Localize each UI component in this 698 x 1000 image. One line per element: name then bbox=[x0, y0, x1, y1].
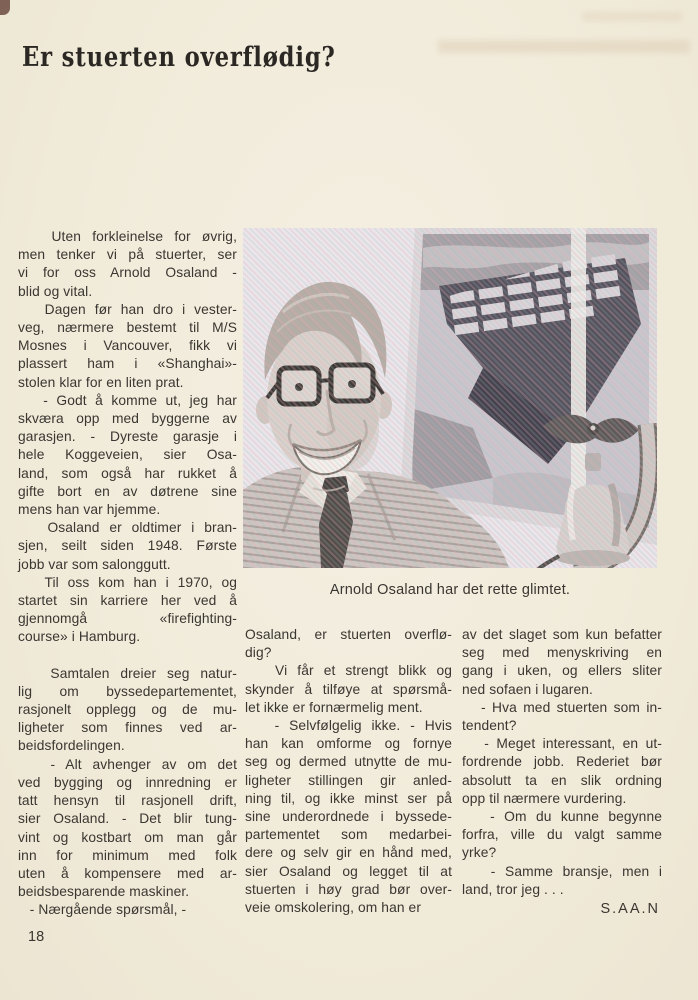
text-line: mens han var hjemme. bbox=[18, 502, 161, 518]
paragraph bbox=[18, 228, 237, 301]
text-line: tatt hensyn til rasjonell drift, bbox=[18, 793, 237, 809]
text-line: stolen klar for en liten prat. bbox=[18, 374, 184, 390]
article-column-left bbox=[18, 228, 237, 920]
text-line: skværa opp med byggerne av bbox=[18, 411, 237, 427]
paragraph bbox=[245, 662, 452, 717]
text-line: Dagen før han dro i vester- bbox=[18, 301, 237, 317]
eye bbox=[295, 383, 303, 391]
text-line: blid og vital. bbox=[18, 283, 93, 299]
text-line: veg, nærmere bestemt til M/S bbox=[18, 320, 237, 336]
paragraph bbox=[462, 626, 662, 699]
paragraph bbox=[18, 574, 237, 647]
page-number: 18 bbox=[28, 929, 45, 945]
paragraph bbox=[18, 756, 237, 902]
text-line: Uten forkleinelse for øvrig, bbox=[18, 229, 237, 244]
text-line: lig om byssedepartementet, bbox=[18, 683, 237, 699]
text-line: sjen, seilt siden 1948. Første bbox=[18, 538, 237, 554]
text-line: uten å kompensere med ar- bbox=[18, 865, 237, 881]
text-line: land, som også har rukket å bbox=[18, 465, 237, 481]
text-line: ligheter som finnes ved ar- bbox=[18, 720, 237, 736]
text-line: sier Osaland og legget til at bbox=[245, 863, 452, 879]
paragraph bbox=[462, 863, 662, 899]
text-line: opp til nærmere vurdering. bbox=[462, 790, 627, 806]
byline: S.AA.N bbox=[600, 901, 660, 917]
text-line: - Hva med stuerten som in- bbox=[462, 699, 662, 715]
text-line: - Om du kunne begynne bbox=[462, 809, 662, 825]
text-line: let ikke er fornærmelig ment. bbox=[245, 699, 423, 715]
corner-mark bbox=[0, 0, 10, 15]
text-line: ning til, og ikke minst ser på bbox=[245, 790, 452, 806]
text-line: rasjonelt opplegg og de mu- bbox=[18, 702, 237, 718]
paragraph bbox=[245, 717, 452, 917]
text-line: seg med menyskriving en bbox=[462, 645, 662, 661]
text-line: course» i Hamburg. bbox=[18, 629, 141, 645]
text-line: startet sin karriere her ved å bbox=[18, 593, 237, 609]
text-line: tendent? bbox=[462, 718, 517, 734]
text-line: absolutt ta en slik ordning bbox=[462, 772, 662, 788]
photo-fold-band bbox=[571, 228, 586, 496]
text-line: fordrende jobb. Rederiet bør bbox=[462, 754, 662, 770]
article-column-right bbox=[462, 626, 662, 899]
text-line: ned sofaen i lugaren. bbox=[462, 681, 593, 697]
text-line: partementet som medarbei- bbox=[245, 827, 452, 843]
text-line: jobb var som salonggutt. bbox=[18, 556, 171, 572]
text-line: yrke? bbox=[462, 845, 497, 861]
text-line: vi for oss Arnold Osaland - bbox=[18, 265, 237, 281]
text-line: veie omskolering, om han er bbox=[245, 900, 422, 916]
text-line: sier Osaland. - Det blir tung- bbox=[18, 811, 237, 827]
paragraph bbox=[18, 392, 237, 519]
text-line: av det slaget som kun befatter bbox=[462, 627, 662, 642]
text-line: - Godt å komme ut, jeg har bbox=[18, 392, 237, 408]
text-line: plassert ham i «Shanghai»- bbox=[18, 356, 237, 372]
text-line: dig? bbox=[245, 645, 272, 661]
text-line: gifte bort en av døtrene sine bbox=[18, 483, 237, 499]
text-line: Mosnes i Vancouver, fikk vi bbox=[18, 338, 237, 354]
article-column-middle bbox=[245, 626, 452, 917]
text-line: men tenker vi på stuerter, ser bbox=[18, 247, 237, 263]
text-line: stuerten i høy grad bør over- bbox=[245, 881, 452, 897]
paragraph bbox=[462, 699, 662, 735]
text-line: vint og kostbart om man går bbox=[18, 829, 237, 845]
text-line: Vi får et strengt blikk og bbox=[245, 663, 452, 679]
text-line: seg og dermed utnytte de mu- bbox=[245, 754, 452, 770]
text-line: Samtalen dreier seg natur- bbox=[18, 665, 237, 681]
text-line: skynder å tilføye at spørsmå- bbox=[245, 681, 452, 697]
text-line: garasjen. - Dyreste garasje i bbox=[18, 429, 237, 445]
text-line: gang i uken, og ellers sliter bbox=[462, 663, 662, 679]
text-line: beidsbesparende maskiner. bbox=[18, 884, 190, 900]
text-line: gjennomgå «firefighting- bbox=[18, 611, 237, 627]
paragraph bbox=[462, 735, 662, 808]
paragraph bbox=[462, 808, 662, 863]
paragraph bbox=[18, 519, 237, 574]
text-line: Til oss kom han i 1970, og bbox=[18, 574, 237, 590]
paragraph bbox=[18, 665, 237, 756]
photo-illustration bbox=[243, 228, 657, 568]
ghost-text-bleedthrough bbox=[438, 40, 690, 53]
text-line: sine underordnede i byssede- bbox=[245, 809, 452, 825]
text-line: han kan omforme og fornye bbox=[245, 736, 452, 752]
ghost-text-bleedthrough bbox=[582, 12, 682, 21]
text-line: - Meget interessant, en ut- bbox=[462, 736, 662, 752]
paragraph bbox=[18, 301, 237, 392]
page-title: Er stuerten overflødig? bbox=[22, 42, 336, 73]
text-line: ligheter stillingen gir anled- bbox=[245, 772, 452, 788]
text-line: beidsfordelingen. bbox=[18, 738, 125, 754]
photo-arnold-osaland bbox=[243, 228, 657, 568]
paragraph bbox=[18, 901, 237, 919]
text-line: Osaland er oldtimer i bran- bbox=[18, 520, 237, 536]
text-line: - Alt avhenger av om det bbox=[18, 756, 237, 772]
text-line: - Samme bransje, men i bbox=[462, 863, 662, 879]
paragraph bbox=[245, 626, 452, 662]
photo-caption: Arnold Osaland har det rette glimtet. bbox=[329, 582, 571, 598]
text-line: - Selvfølgelig ikke. - Hvis bbox=[245, 718, 452, 734]
text-line: forfra, ville du valgt samme bbox=[462, 827, 662, 843]
text-line: ved bygging og innredning er bbox=[18, 774, 237, 790]
text-line: - Nærgående spørsmål, - bbox=[18, 902, 187, 918]
text-line: land, tror jeg . . . bbox=[462, 881, 564, 897]
text-line: inn for minimum med folk bbox=[18, 847, 237, 863]
text-line: hele Koggeveien, sier Osa- bbox=[18, 447, 237, 463]
text-line: Osaland, er stuerten overflø- bbox=[245, 627, 452, 642]
eye bbox=[348, 380, 356, 388]
text-line: dere og selv gir en hånd med, bbox=[245, 845, 452, 861]
